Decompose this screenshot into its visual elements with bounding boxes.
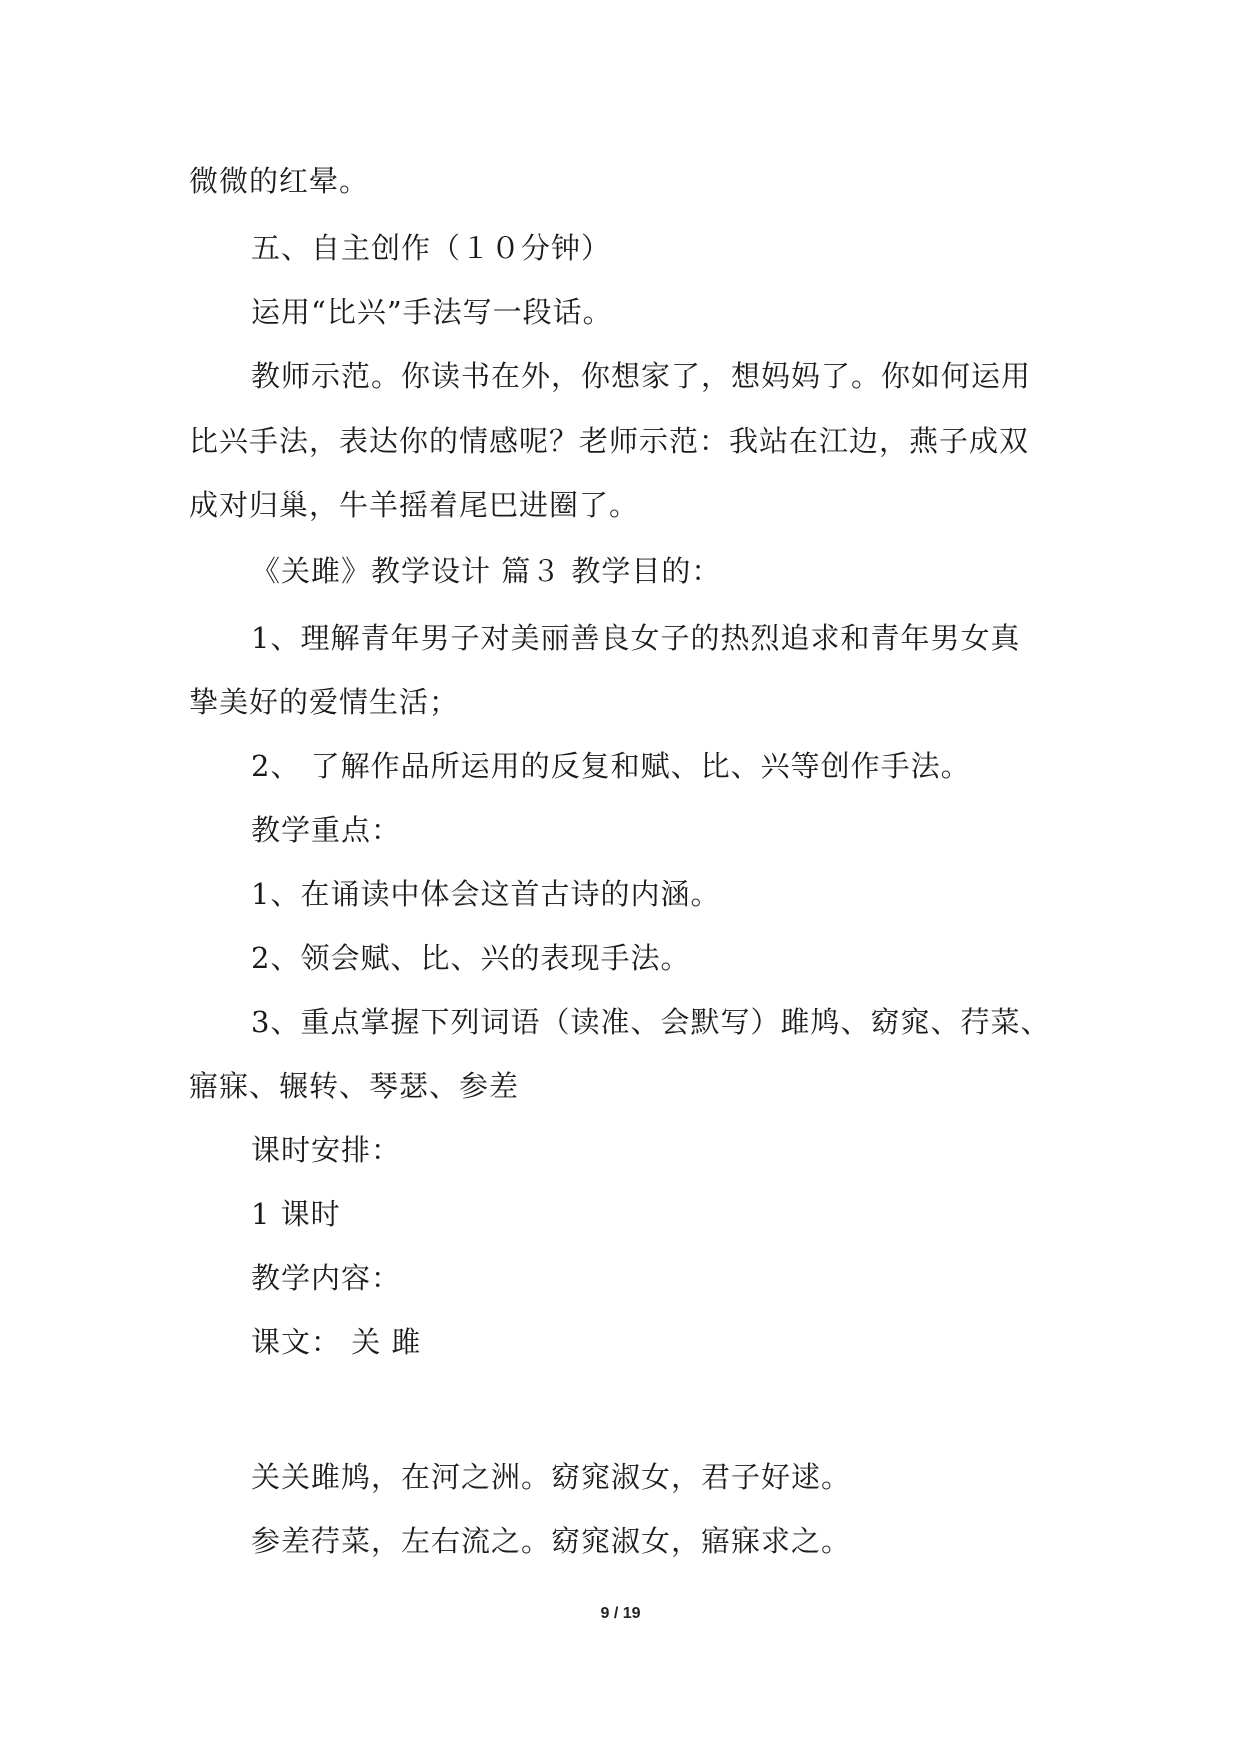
poem-line: 参差荇菜，左右流之。窈窕淑女，寤寐求之。 [251,1524,852,1558]
section-heading-focus: 教学重点： [251,813,402,847]
list-item: 2、 了解作品所运用的反复和赋、比、兴等创作手法。 [251,749,971,783]
page-number: 9 / 19 [600,1605,641,1622]
paragraph-line: 教师示范。你读书在外，你想家了，想妈妈了。你如何运用 [251,359,1032,393]
list-item: 3、重点掌握下列词语（读准、会默写）雎鸠、窈窕、荇菜、 [251,1005,1051,1039]
section-heading-creation: 五、自主创作（１０分钟） [251,231,612,265]
section-heading-design: 《关雎》教学设计 篇３ 教学目的： [251,554,722,588]
paragraph-line: 1 课时 [251,1197,341,1231]
section-heading-content: 教学内容： [251,1261,402,1295]
paragraph-line: 挚美好的爱情生活； [189,685,460,719]
paragraph-line: 运用“比兴”手法写一段话。 [251,295,613,329]
paragraph-line: 比兴手法，表达你的情感呢？老师示范：我站在江边，燕子成双 [189,424,1030,458]
poem-line: 关关雎鸠，在河之洲。窈窕淑女，君子好逑。 [251,1460,852,1494]
paragraph-line: 微微的红晕。 [189,164,370,198]
list-item: 2、领会赋、比、兴的表现手法。 [251,941,691,975]
list-item: 1、在诵读中体会这首古诗的内涵。 [251,877,721,911]
list-item: 1、理解青年男子对美丽善良女子的热烈追求和青年男女真 [251,621,1021,655]
paragraph-line: 寤寐、辗转、琴瑟、参差 [189,1069,520,1103]
paragraph-line: 成对归巢，牛羊摇着尾巴进圈了。 [189,488,640,522]
text-title-line: 课文： 关 雎 [251,1325,422,1359]
section-heading-schedule: 课时安排： [251,1133,402,1167]
